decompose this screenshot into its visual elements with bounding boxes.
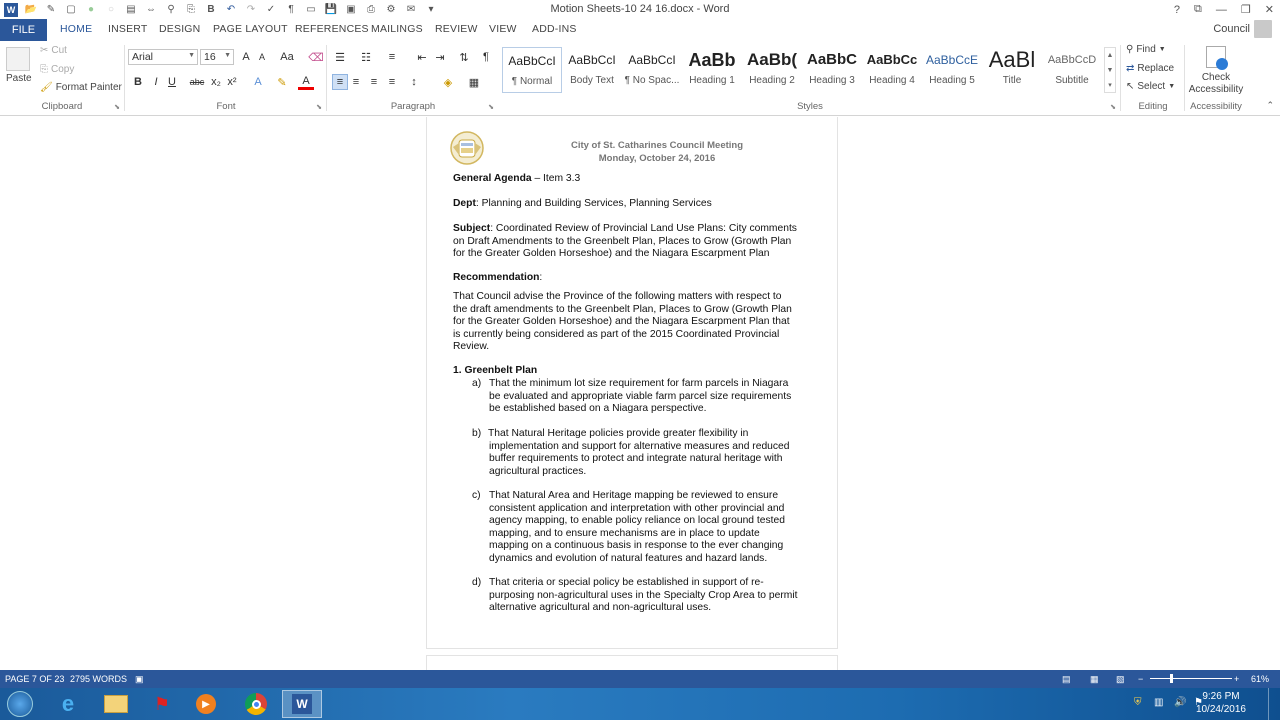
paste-icon[interactable] <box>6 47 30 71</box>
tab-insert[interactable]: INSERT <box>108 23 148 35</box>
clipboard-launcher-icon[interactable]: ⬊ <box>114 104 120 111</box>
circle2-icon[interactable]: ○ <box>107 4 115 15</box>
circle-icon[interactable]: ● <box>87 4 95 15</box>
close-icon[interactable]: ✕ <box>1264 4 1274 16</box>
subject-paragraph: Subject: Coordinated Review of Provincial Land Use Plans: City comments on Draft Amendments to the Greenbelt Plan, Places to Grow (Growth Plan for the Greater Golden Horseshoe) and the Niagara Escarpment Plan <box>453 223 797 259</box>
underline-button[interactable]: U <box>168 76 176 88</box>
recommendation-paragraph: That Council advise the Province of the following matters with respect to the draft amendments to the Greenbelt Plan, Places to Grow (Growth Plan for the Greater Golden Horseshoe) and the Niagara Escarpment Plan that is currently being considered as part of the 2015 Coordinated Provincial Review. <box>453 291 792 352</box>
brush-icon: 🖌 <box>40 82 53 93</box>
grow-font-button[interactable]: A <box>242 51 250 63</box>
style-heading-5[interactable]: AaBbCcE Heading 5 <box>925 53 979 86</box>
style-body-text[interactable]: AaBbCcI Body Text <box>568 53 616 86</box>
check-accessibility-button[interactable]: Check Accessibility <box>1188 72 1244 95</box>
editing-group <box>1122 41 1184 116</box>
superscript-button[interactable]: x² <box>227 76 237 88</box>
ribbon <box>0 41 1280 116</box>
volume-icon[interactable]: 🔊 <box>1174 697 1187 708</box>
clock-time: 9:26 PM <box>1202 691 1240 702</box>
stamp-app-icon[interactable]: ⚑ <box>153 693 171 714</box>
undo-icon[interactable]: ↶ <box>226 4 236 15</box>
style-no-spacing[interactable]: AaBbCcI ¶ No Spac... <box>624 53 680 86</box>
user-name[interactable]: Council <box>1213 23 1250 35</box>
chevron-down-icon: ▼ <box>224 52 231 59</box>
binoculars-icon: ⚲ <box>1126 44 1134 55</box>
copy-icon[interactable]: ⎘ <box>187 4 195 15</box>
list-item: a) That the minimum lot size requirement for farm parcels in Niagara be evaluated and appropriate viable farm parcel size requirements be established based on a Niagara perspective. <box>472 378 792 414</box>
divider <box>1120 45 1121 111</box>
sort-icon[interactable]: ⇅ <box>459 51 469 64</box>
paragraph-launcher-icon[interactable]: ⬊ <box>488 104 494 111</box>
word-logo-icon: W <box>4 3 18 17</box>
title-bar <box>0 0 1280 19</box>
ribbon-tabs <box>0 19 1280 41</box>
divider <box>1184 45 1185 111</box>
copy-button[interactable]: ⎘ Copy <box>40 64 75 75</box>
cut-button[interactable]: ✂ Cut <box>40 45 67 56</box>
show-marks-button[interactable]: ¶ <box>483 51 489 63</box>
agenda-line: General Agenda – Item 3.3 <box>453 173 581 184</box>
style-title[interactable]: AaBl Title <box>988 47 1036 86</box>
shrink-font-button[interactable]: A <box>258 52 265 62</box>
subscript-button[interactable]: x₂ <box>211 76 221 88</box>
avatar[interactable] <box>1254 20 1272 38</box>
print-preview-icon[interactable]: ▣ <box>346 4 356 15</box>
decrease-indent-icon[interactable]: ⇤ <box>417 51 427 64</box>
help-icon[interactable]: ? <box>1173 3 1181 16</box>
justify-icon[interactable]: ≡ <box>388 76 396 88</box>
tab-view[interactable]: VIEW <box>489 23 517 35</box>
align-right-icon[interactable]: ≡ <box>370 76 378 88</box>
clock[interactable] <box>1196 690 1246 716</box>
check-icon[interactable]: ✓ <box>266 4 276 15</box>
zoom-level[interactable]: 61% <box>1251 674 1270 684</box>
styles-group <box>500 41 1120 116</box>
word-count[interactable]: 2795 WORDS <box>70 674 128 684</box>
replace-icon: ⇄ <box>1126 63 1135 74</box>
tab-mailings[interactable]: MAILINGS <box>371 23 423 35</box>
start-button[interactable] <box>0 690 40 718</box>
bold-quick-icon[interactable]: B <box>207 4 215 15</box>
file-explorer-icon[interactable] <box>96 690 136 718</box>
dept-line: Dept: Planning and Building Services, Planning Services <box>453 198 712 209</box>
multilevel-list-icon[interactable]: ≡ <box>388 51 396 63</box>
styles-launcher-icon[interactable]: ⬊ <box>1110 104 1116 111</box>
font-label: Font <box>216 101 236 112</box>
scissors-icon: ✂ <box>40 45 49 56</box>
window-controls <box>1174 0 1274 19</box>
borders-icon[interactable]: ▦ <box>468 76 480 89</box>
styles-label: Styles <box>797 101 823 112</box>
document-icon[interactable]: ▭ <box>306 4 316 15</box>
recommendation-heading: Recommendation: <box>453 272 543 283</box>
shading-icon[interactable]: ◈ <box>443 76 453 89</box>
style-subtitle[interactable]: AaBbCcD Subtitle <box>1047 54 1097 86</box>
media-player-icon[interactable]: ▶ <box>186 690 226 718</box>
tab-review[interactable]: REVIEW <box>435 23 478 35</box>
quick-access-toolbar <box>4 1 438 18</box>
highlight-icon[interactable]: ✎ <box>277 76 287 89</box>
pen-icon[interactable]: ✎ <box>46 4 56 15</box>
chevron-down-icon: ▼ <box>1168 83 1176 90</box>
paragraph-group <box>328 41 498 116</box>
web-layout-icon[interactable]: ▧ <box>1116 674 1125 684</box>
show-desktop-button[interactable] <box>1268 688 1280 720</box>
zoom-in-button[interactable]: + <box>1234 674 1240 684</box>
font-group <box>126 41 326 116</box>
layout-icon[interactable]: ▤ <box>126 4 136 15</box>
spacing-icon[interactable]: ⇔ <box>146 4 156 15</box>
numbering-icon[interactable]: ☷ <box>361 51 371 64</box>
zoom-out-button[interactable]: − <box>1138 674 1144 684</box>
chevron-down-icon: ▼ <box>1158 46 1166 53</box>
binoculars-icon[interactable]: ⚲ <box>167 4 175 15</box>
strikethrough-button[interactable]: abc <box>189 77 205 87</box>
meeting-date: Monday, October 24, 2016 <box>598 153 716 164</box>
font-launcher-icon[interactable]: ⬊ <box>316 104 322 111</box>
flag-icon[interactable]: ⚑ <box>1194 697 1203 708</box>
divider <box>326 45 327 111</box>
align-left-icon[interactable]: ≡ <box>332 74 348 90</box>
font-size-select[interactable]: 16 ▼ <box>200 49 234 65</box>
track-icon[interactable]: ⚙ <box>386 4 396 15</box>
bullets-icon[interactable]: ☰ <box>335 51 345 64</box>
windows-taskbar <box>0 688 1280 720</box>
shield-icon[interactable]: ⛨ <box>1134 697 1142 708</box>
tab-add-ins[interactable]: ADD-INS <box>532 23 577 35</box>
ribbon-display-options-icon[interactable]: ⧉ <box>1194 3 1202 15</box>
proofing-icon[interactable]: ▣ <box>135 674 144 684</box>
page-count[interactable]: PAGE 7 OF 23 <box>5 674 65 684</box>
select-button[interactable]: ↖ Select ▼ <box>1126 81 1176 92</box>
format-painter-button[interactable]: 🖌 Format Painter <box>40 82 122 93</box>
chrome-icon[interactable] <box>236 690 276 718</box>
print-layout-icon[interactable]: ▦ <box>1090 674 1099 684</box>
list-item: b) That Natural Heritage policies provide greater flexibility in implementation and support for alternative measures and reduced buffer requirements to protect and integrate natural heritage with agricultural practices. <box>472 428 790 477</box>
tab-home[interactable]: HOME <box>60 23 93 35</box>
styles-scroll[interactable]: ▲ ▼ ▾ <box>1104 47 1116 93</box>
style-heading-2[interactable]: AaBb( Heading 2 <box>746 50 798 86</box>
paragraph-label: Paragraph <box>390 101 436 112</box>
clipboard-label: Clipboard <box>41 101 83 112</box>
network-icon[interactable]: ▥ <box>1154 697 1164 708</box>
email-icon[interactable]: ✉ <box>406 4 416 15</box>
minimize-icon[interactable]: — <box>1215 3 1227 16</box>
document-page[interactable] <box>426 117 838 649</box>
editing-label: Editing <box>1138 101 1168 112</box>
word-taskbar-icon[interactable]: W <box>282 690 322 718</box>
clear-formatting-icon[interactable]: ⌫ <box>308 51 324 64</box>
zoom-slider-thumb[interactable] <box>1170 674 1173 683</box>
style-heading-1[interactable]: AaBb Heading 1 <box>688 50 736 86</box>
list-item: d) That criteria or special policy be established in support of re- purposing non-agricultural uses in the Specialty Crop Area to permit alternative agricultural and non-agricultural uses. <box>472 577 798 613</box>
change-case-button[interactable]: Aa <box>280 51 294 63</box>
restore-icon[interactable]: ❐ <box>1240 4 1251 16</box>
list-item: c) That Natural Area and Heritage mapping be reviewed to ensure consistent application and interpretation with other provincial and agency mapping, to enable policy reliance on local ground tested mapping, and to ensure mechanisms are in place to update mapping on a continuous basis in response to the ever changing dynamics and evolution of natural features and hazard lands. <box>472 490 785 564</box>
italic-button[interactable]: I <box>154 76 158 88</box>
print-icon[interactable]: ⎙ <box>367 4 375 15</box>
font-color-button[interactable]: A <box>298 74 314 90</box>
new-document-icon[interactable]: ▢ <box>66 4 76 15</box>
line-spacing-icon[interactable]: ↕ <box>411 76 417 88</box>
window-title: Motion Sheets-10 24 16.docx - Word <box>550 3 730 15</box>
text-effects-button[interactable]: A <box>254 76 262 88</box>
align-center-icon[interactable]: ≡ <box>352 76 360 88</box>
style-heading-4[interactable]: AaBbCc Heading 4 <box>866 52 918 86</box>
chevron-down-icon: ▼ <box>188 52 195 59</box>
customize-qat-icon[interactable]: ▾ <box>428 4 434 15</box>
open-folder-icon[interactable]: 📂 <box>24 4 38 15</box>
cursor-icon: ↖ <box>1126 81 1135 92</box>
zoom-slider[interactable] <box>1150 678 1232 679</box>
copy-small-icon: ⎘ <box>40 64 48 75</box>
replace-button[interactable]: ⇄ Replace <box>1126 63 1175 74</box>
style-normal[interactable]: AaBbCcI ¶ Normal <box>502 47 562 93</box>
divider <box>124 45 125 111</box>
section-greenbelt-heading: 1. Greenbelt Plan <box>453 365 538 376</box>
accessibility-group <box>1186 41 1246 116</box>
save-icon[interactable]: 💾 <box>324 4 338 15</box>
meeting-header <box>557 139 757 165</box>
city-crest-logo <box>449 129 485 167</box>
read-mode-icon[interactable]: ▤ <box>1062 674 1071 684</box>
style-heading-3[interactable]: AaBbC Heading 3 <box>806 51 857 86</box>
redo-icon[interactable]: ↷ <box>246 4 256 15</box>
bold-button[interactable]: B <box>134 76 142 88</box>
increase-indent-icon[interactable]: ⇥ <box>435 51 445 64</box>
status-bar <box>0 670 1280 688</box>
tab-design[interactable]: DESIGN <box>159 23 201 35</box>
clock-date: 10/24/2016 <box>1195 704 1246 715</box>
accessibility-label: Accessibility <box>1190 101 1242 112</box>
paste-button[interactable]: Paste <box>6 73 32 84</box>
clipboard-group <box>0 41 124 116</box>
pilcrow-quick-icon[interactable]: ¶ <box>288 4 294 15</box>
find-button[interactable]: ⚲ Find ▼ <box>1126 44 1166 55</box>
collapse-ribbon-icon[interactable]: ⌃ <box>1266 100 1274 110</box>
internet-explorer-icon[interactable]: e <box>61 691 75 716</box>
tab-file[interactable]: FILE <box>0 19 47 41</box>
tab-page-layout[interactable]: PAGE LAYOUT <box>213 23 288 35</box>
document-workspace <box>0 117 1280 670</box>
check-accessibility-icon[interactable] <box>1206 46 1226 68</box>
tab-references[interactable]: REFERENCES <box>295 23 369 35</box>
meeting-title: City of St. Catharines Council Meeting <box>570 140 744 151</box>
font-family-select[interactable]: Arial ▼ <box>128 49 198 65</box>
